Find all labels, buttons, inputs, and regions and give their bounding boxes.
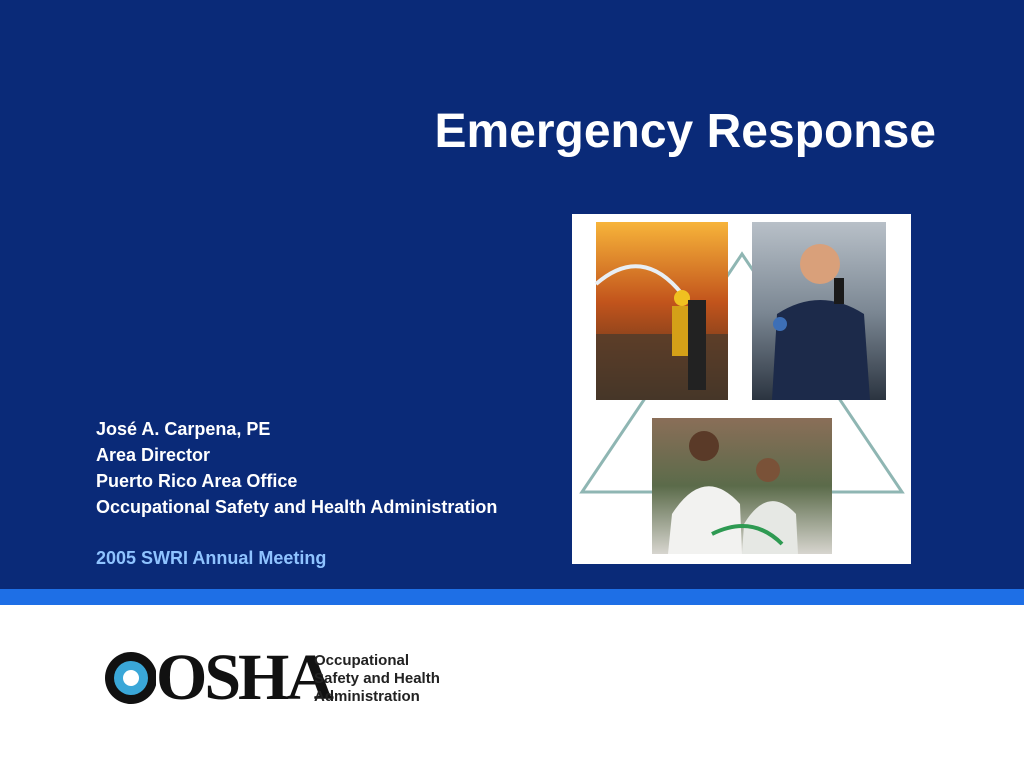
osha-agency-name [314,652,440,706]
osha-agency-line-2: Safety and Health [314,670,440,687]
osha-logo-mark [104,650,156,706]
osha-wordmark: OSHA [156,641,332,714]
meeting-name: 2005 SWRI Annual Meeting [96,548,327,568]
presenter-agency: Occupational Safety and Health Administration [96,497,498,517]
accent-bar [0,589,1024,605]
police-officer-photo [752,222,886,400]
photo-collage-image [572,214,911,564]
osha-logo [104,641,464,714]
presenter-position: Area Director [96,445,211,465]
firefighter-photo [596,222,728,400]
presenter-office: Puerto Rico Area Office [96,471,298,491]
photo-collage [572,214,911,564]
presenter-info [96,416,497,520]
slide-title: Emergency Response [434,105,936,158]
paramedics-photo [652,418,832,554]
presenter-name: José A. Carpena, PE [96,419,271,439]
osha-agency-line-1: Occupational [314,652,410,669]
osha-agency-line-3: Administration [314,688,420,705]
